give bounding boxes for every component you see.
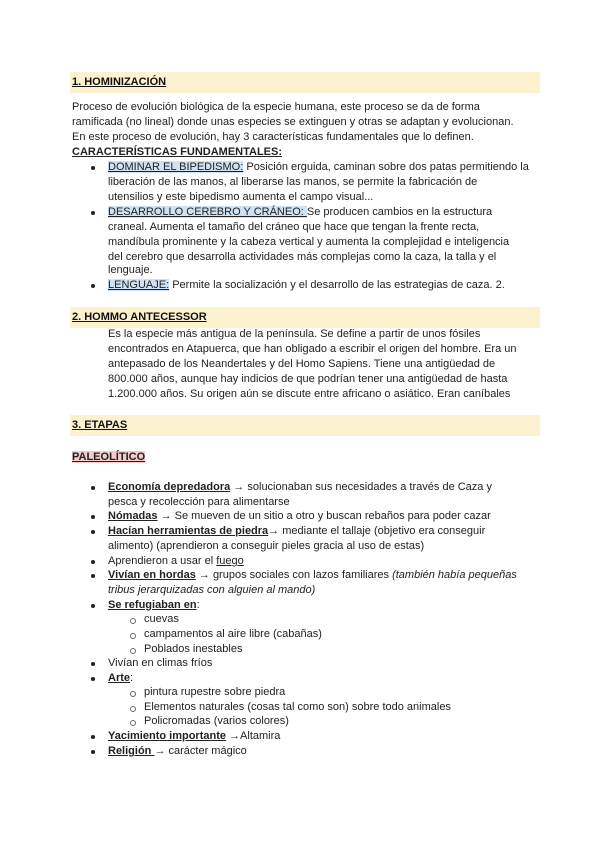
list-line: pesca y recolección para alimentarse [108, 496, 290, 508]
section-1-heading-bar [70, 72, 540, 93]
sub-list-item: pintura rupestre sobre piedra [144, 686, 286, 698]
bullet-icon [91, 574, 95, 578]
paragraph-line: ramificada (no lineal) donde unas especies se extinguen y otras se adaptan y evolucionan. [72, 116, 514, 128]
list-line: craneal. Aumenta el tamaño del cráneo que hace que tengan la frente recta, [108, 221, 480, 233]
bullet-icon [91, 530, 95, 534]
term: Religión [108, 745, 155, 757]
bullet-icon [91, 486, 95, 490]
text: → mediante el tallaje (objetivo era conseguir [268, 525, 486, 537]
list-item: Vivían en climas fríos [108, 657, 213, 669]
sub-list-item: Policromadas (varios colores) [144, 715, 289, 727]
term: Vivían en hordas [108, 569, 196, 581]
sub-bullet-icon [130, 633, 136, 639]
list-line: lenguaje. [108, 264, 153, 276]
section-1-title: 1. HOMINIZACIÓN [72, 76, 167, 88]
text: →Altamira [225, 730, 281, 742]
bullet-icon [91, 284, 95, 288]
text: : [130, 672, 134, 684]
paragraph-line: En este proceso de evolución, hay 3 características fundamentales que lo definen. [72, 131, 474, 143]
paragraph-line: 1.200.000 años. Su origen aún se discute entre africano o asiático. Eran caníbales [108, 388, 511, 400]
text: Posición erguida, caminan sobre dos patas permitiendo la [243, 161, 529, 173]
section-2-heading-bar [70, 307, 540, 328]
bullet-icon [91, 166, 95, 170]
paragraph-line: antepasado de los Neandertales y del Homo Sapiens. Tiene una antigüedad de [108, 358, 496, 370]
list-line: liberación de las manos, al liberarse las manos, se permite la fabricación de [108, 176, 478, 188]
list-item [108, 524, 485, 539]
paragraph-line: Proceso de evolución biológica de la especie humana, este proceso se da de forma [72, 101, 480, 113]
bullet-icon [91, 560, 95, 564]
list-item [108, 744, 247, 759]
paragraph-line: encontrados en Atapuerca, que han obligado a escribir el origen del hombre. Era un [108, 343, 517, 355]
term: Economía depredadora [108, 481, 231, 493]
italic-note: tribus jerarquizadas con alguien al mando) [108, 584, 316, 596]
text: Aprendieron a usar el [108, 555, 217, 567]
text: → solucionaban sus necesidades a través de Caza y [230, 481, 492, 493]
term: DOMINAR EL BIPEDISMO: [108, 161, 244, 173]
list-item [108, 278, 505, 293]
list-item [108, 729, 280, 744]
text: : [196, 599, 200, 611]
text: → Se mueven de un sitio a otro y buscan rebaños para poder cazar [157, 510, 491, 522]
paleolitico-subheading: PALEOLÍTICO [72, 451, 146, 463]
term: Se refugiaban en [108, 599, 197, 611]
text: → carácter mágico [154, 745, 247, 757]
sub-bullet-icon [130, 720, 136, 726]
sub-list-item: Elementos naturales (cosas tal como son) sobre todo animales [144, 701, 451, 713]
term: LENGUAJE: [108, 279, 170, 291]
list-item [108, 205, 492, 220]
term: Nómadas [108, 510, 158, 522]
list-line: alimento) (aprendieron a conseguir pieles gracia al uso de estas) [108, 540, 425, 552]
term: Arte [108, 672, 131, 684]
bullet-icon [91, 662, 95, 666]
list-line: utensilios y este bipedismo aumenta el campo visual... [108, 191, 374, 203]
sub-bullet-icon [130, 691, 136, 697]
subheading: CARACTERÍSTICAS FUNDAMENTALES: [72, 146, 283, 158]
term: Hacían herramientas de piedra [108, 525, 269, 537]
list-item [108, 480, 492, 495]
list-item [108, 509, 491, 524]
text: Permite la socialización y el desarrollo de las estrategias de caza. 2. [169, 279, 505, 291]
sub-list-item: campamentos al aire libre (cabañas) [144, 628, 322, 640]
list-item [108, 160, 529, 175]
list-item [108, 598, 200, 613]
bullet-icon [91, 604, 95, 608]
text: Se producen cambios en la estructura [306, 206, 493, 218]
bullet-icon [91, 515, 95, 519]
sub-bullet-icon [130, 706, 136, 712]
paragraph-line: Es la especie más antigua de la península. Se define a partir de unos fósiles [108, 328, 481, 340]
term: DESARROLLO CEREBRO Y CRÁNEO: [108, 206, 307, 218]
list-item [108, 554, 244, 569]
list-line: mandíbula prominente y la cabeza vertical y aumenta la complejidad e inteligencia [108, 236, 510, 248]
sub-bullet-icon [130, 618, 136, 624]
term: Yacimiento importante [108, 730, 226, 742]
sub-list-item: cuevas [144, 613, 179, 625]
italic-note: (también había pequeñas [392, 569, 517, 581]
bullet-icon [91, 735, 95, 739]
text: → grupos sociales con lazos familiares [195, 569, 393, 581]
term: fuego [216, 555, 244, 567]
section-3-title: 3. ETAPAS [72, 419, 128, 431]
section-2-title: 2. HOMMO ANTECESSOR [72, 311, 207, 323]
list-line: del cerebro que desarrolla actividades más complejas como la caza, la talla y el [108, 251, 497, 263]
section-3-heading-bar [70, 415, 540, 436]
bullet-icon [91, 211, 95, 215]
list-item [108, 671, 133, 686]
sub-list-item: Poblados inestables [144, 643, 243, 655]
bullet-icon [91, 750, 95, 754]
paragraph-line: 800.000 años, aunque hay indicios de que podrían tener una antigüedad de hasta [108, 373, 508, 385]
bullet-icon [91, 677, 95, 681]
list-item [108, 568, 517, 583]
sub-bullet-icon [130, 648, 136, 654]
